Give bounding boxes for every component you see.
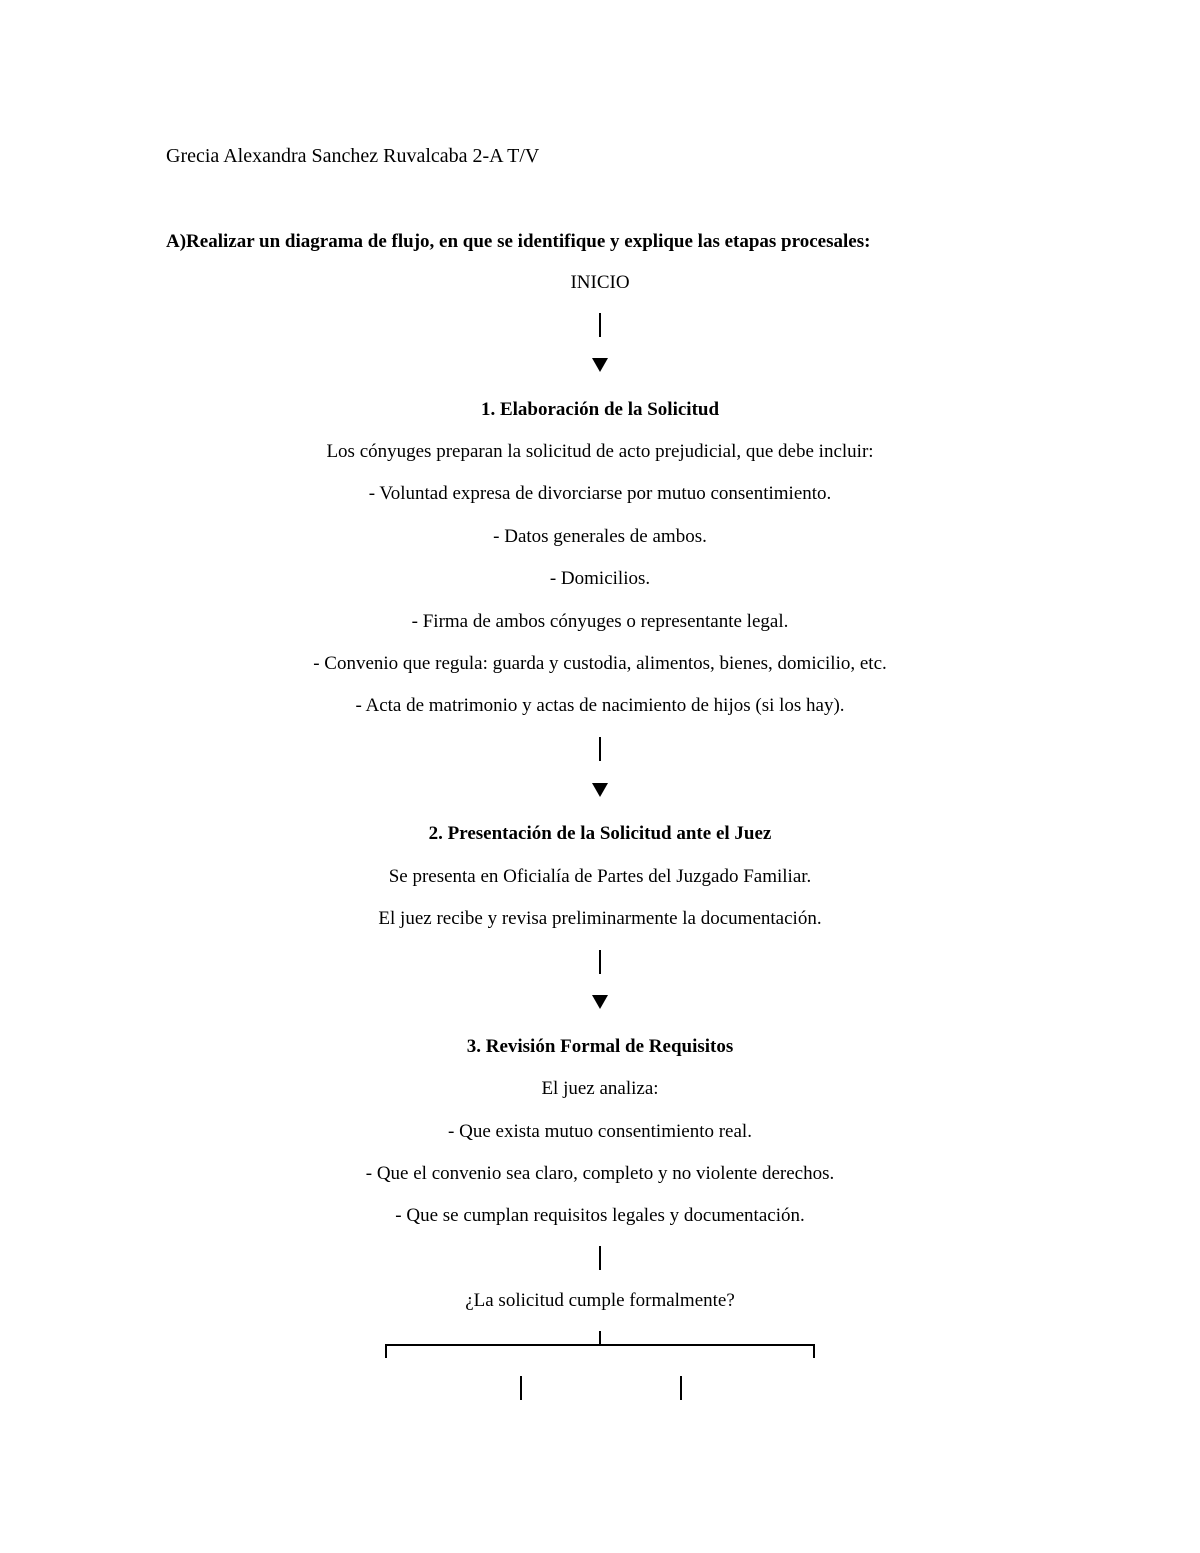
question-heading: A)Realizar un diagrama de flujo, en que se identifique y explique las etapas procesales:: [166, 231, 871, 252]
step1-item: - Voluntad expresa de divorciarse por mutuo consentimiento.: [368, 483, 832, 504]
branch-right-tick: [813, 1344, 815, 1358]
connector-line: [599, 313, 601, 337]
step3-item: - Que se cumplan requisitos legales y documentación.: [395, 1205, 805, 1226]
down-arrow-icon: [592, 358, 608, 372]
connector-line: [599, 1246, 601, 1270]
step2-line: El juez recibe y revisa preliminarmente la documentación.: [378, 908, 822, 929]
flow-start: INICIO: [570, 272, 630, 293]
branch-left-tick: [385, 1344, 387, 1358]
branch-stem: [599, 1331, 601, 1345]
step1-item: - Firma de ambos cónyuges o representante legal.: [411, 611, 789, 632]
branch-horizontal-line: [386, 1344, 815, 1346]
down-arrow-icon: [592, 783, 608, 797]
step1-title: 1. Elaboración de la Solicitud: [480, 399, 720, 420]
step1-intro: Los cónyuges preparan la solicitud de acto prejudicial, que debe incluir:: [326, 441, 874, 462]
down-arrow-icon: [592, 995, 608, 1009]
step2-title: 2. Presentación de la Solicitud ante el Juez: [428, 823, 772, 844]
step2-line: Se presenta en Oficialía de Partes del Juzgado Familiar.: [388, 866, 812, 887]
step1-item: - Domicilios.: [549, 568, 651, 589]
step3-intro: El juez analiza:: [541, 1078, 659, 1099]
branch-connector-left: [520, 1376, 522, 1400]
branch-connector-right: [680, 1376, 682, 1400]
step3-title: 3. Revisión Formal de Requisitos: [466, 1036, 734, 1057]
author-line: Grecia Alexandra Sanchez Ruvalcaba 2-A T/V: [166, 145, 540, 167]
connector-line: [599, 737, 601, 761]
step1-item: - Acta de matrimonio y actas de nacimiento de hijos (si los hay).: [355, 695, 845, 716]
connector-line: [599, 950, 601, 974]
step1-item: - Datos generales de ambos.: [493, 526, 707, 547]
step3-item: - Que el convenio sea claro, completo y no violente derechos.: [365, 1163, 835, 1184]
step1-item: - Convenio que regula: guarda y custodia, alimentos, bienes, domicilio, etc.: [313, 653, 887, 674]
decision-question: ¿La solicitud cumple formalmente?: [465, 1290, 735, 1311]
step3-item: - Que exista mutuo consentimiento real.: [448, 1121, 752, 1142]
